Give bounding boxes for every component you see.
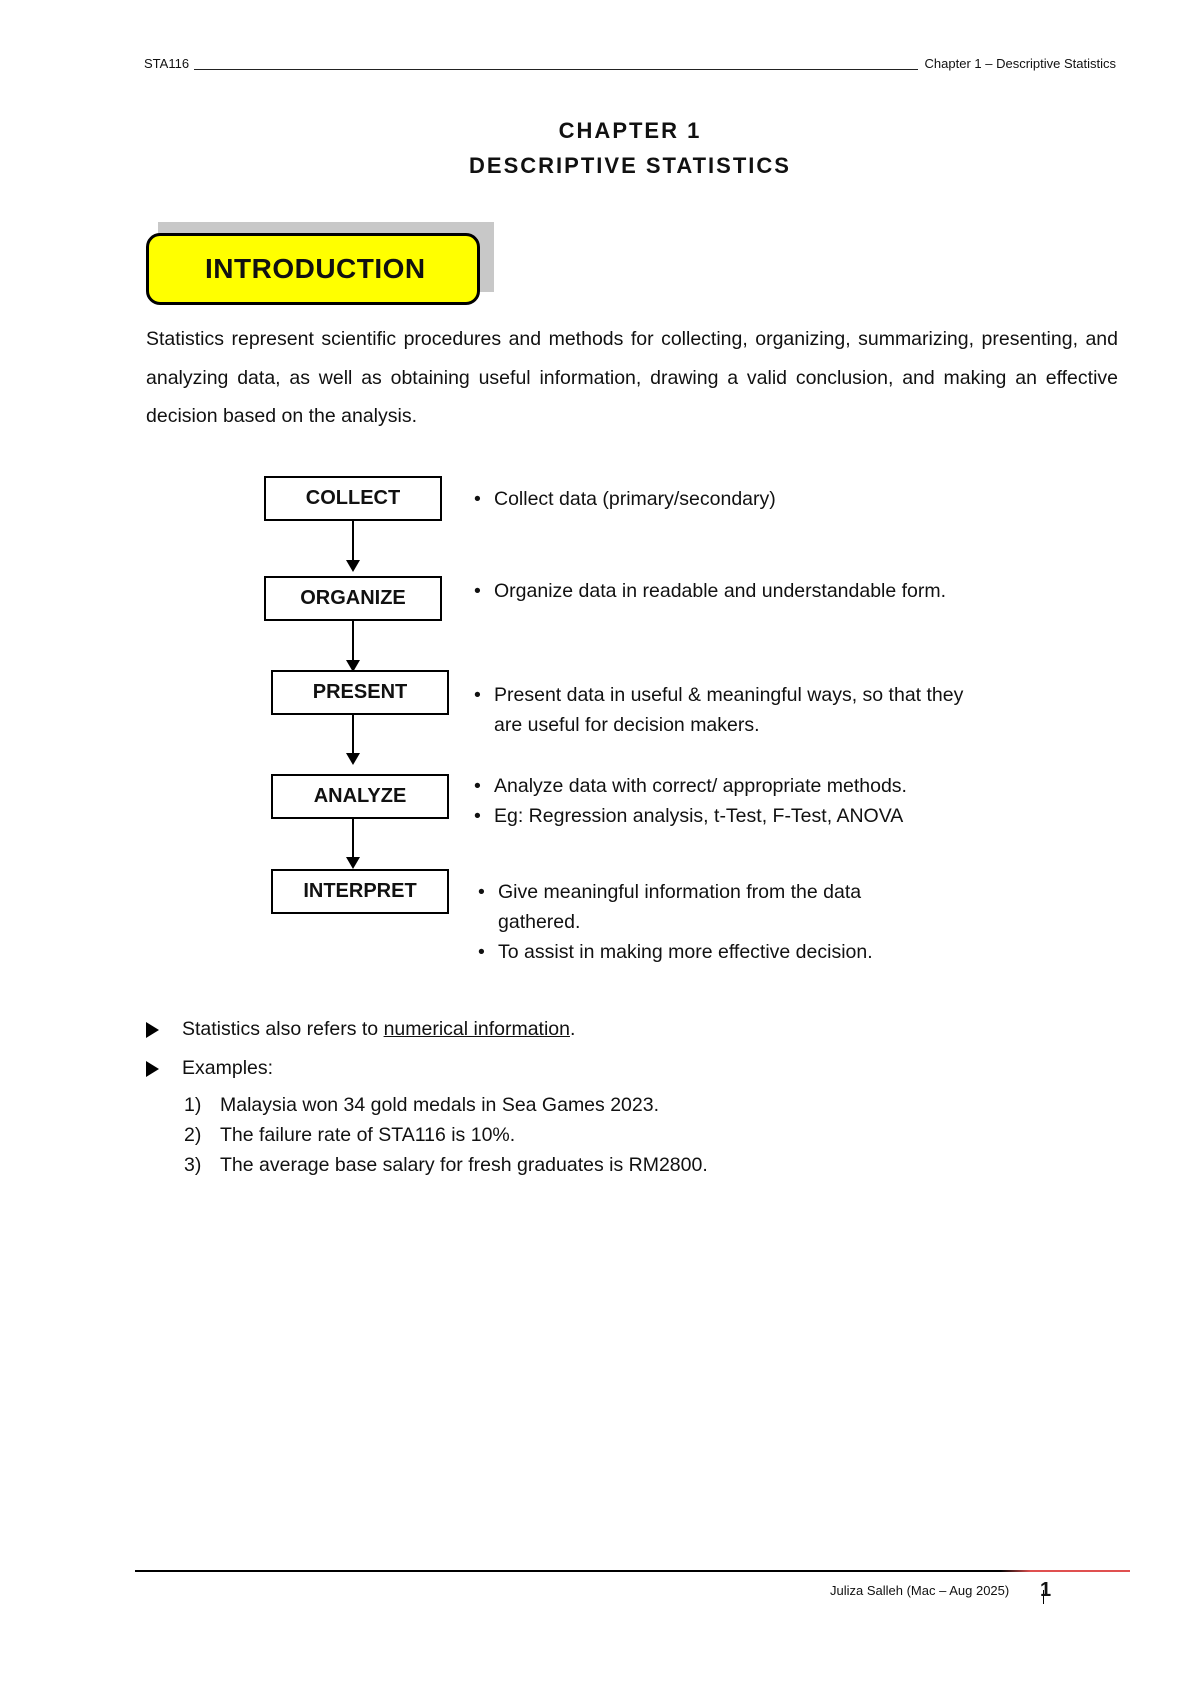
bullet-item: • To assist in making more effective decision.: [476, 937, 946, 967]
example-text: The failure rate of STA116 is 10%.: [220, 1124, 516, 1146]
page-header: [144, 56, 1116, 76]
arrow-present-analyze: [352, 715, 354, 763]
chapter-number: CHAPTER 1: [558, 118, 702, 143]
example-item: [184, 1090, 708, 1120]
header-course-code: STA116: [144, 56, 190, 71]
chevron-right-icon: [146, 1061, 159, 1077]
arrow-organize-present: [352, 621, 354, 670]
header-chapter-title: Chapter 1 – Descriptive Statistics: [924, 56, 1116, 71]
intro-paragraph: Statistics represent scientific procedures and methods for collecting, organizing, summarizing, presenting, and analyzing data, as well as obtaining useful information, drawing a valid conclusion, and making an effective decision based on the analysis.: [146, 328, 1118, 427]
bullet-item: • Analyze data with correct/ appropriate methods.: [472, 771, 1032, 801]
example-number: 3): [184, 1154, 202, 1176]
note-suffix: .: [570, 1018, 576, 1040]
note-examples: [146, 1049, 708, 1088]
example-text: Malaysia won 34 gold medals in Sea Games 2023.: [220, 1094, 659, 1116]
header-rule: [194, 69, 918, 70]
note-prefix: Statistics also refers to: [182, 1018, 384, 1040]
chevron-right-icon: [146, 1022, 159, 1038]
intro-banner: INTRODUCTION: [146, 233, 480, 305]
step-organize: ORGANIZE: [264, 576, 442, 621]
note-underlined-term: numerical information: [383, 1018, 570, 1040]
footer-rule: [135, 1570, 1130, 1572]
example-item: [184, 1120, 708, 1150]
arrow-analyze-interpret: [352, 819, 354, 867]
notes-list: [146, 1010, 708, 1180]
organize-description: [472, 576, 1032, 606]
bullet-item: • Organize data in readable and understandable form.: [472, 576, 1032, 606]
example-text: The average base salary for fresh graduates is RM2800.: [220, 1154, 708, 1176]
chapter-title: [0, 113, 1200, 183]
step-collect: COLLECT: [264, 476, 442, 521]
present-description: [472, 680, 992, 740]
examples-list: [184, 1090, 708, 1180]
bullet-item: • Eg: Regression analysis, t-Test, F-Test, ANOVA: [472, 801, 1032, 831]
footer-author: Juliza Salleh (Mac – Aug 2025): [830, 1583, 1010, 1598]
collect-description: [472, 484, 1032, 514]
example-item: [184, 1150, 708, 1180]
bullet-item: • Present data in useful & meaningful ways, so that they are useful for decision makers.: [472, 680, 992, 740]
step-analyze: ANALYZE: [271, 774, 449, 819]
step-interpret: INTERPRET: [271, 869, 449, 914]
bullet-item: • Give meaningful information from the data gathered.: [476, 877, 946, 937]
analyze-description: [472, 771, 1032, 831]
interpret-description: [476, 877, 946, 967]
examples-label: Examples:: [182, 1057, 274, 1079]
bullet-item: • Collect data (primary/secondary): [472, 484, 1032, 514]
example-number: 1): [184, 1094, 202, 1116]
step-present: PRESENT: [271, 670, 449, 715]
chapter-name: DESCRIPTIVE STATISTICS: [469, 153, 791, 178]
page-number: 1: [1040, 1579, 1052, 1601]
example-number: 2): [184, 1124, 202, 1146]
note-numerical-information: [146, 1010, 708, 1049]
arrow-collect-organize: [352, 521, 354, 570]
